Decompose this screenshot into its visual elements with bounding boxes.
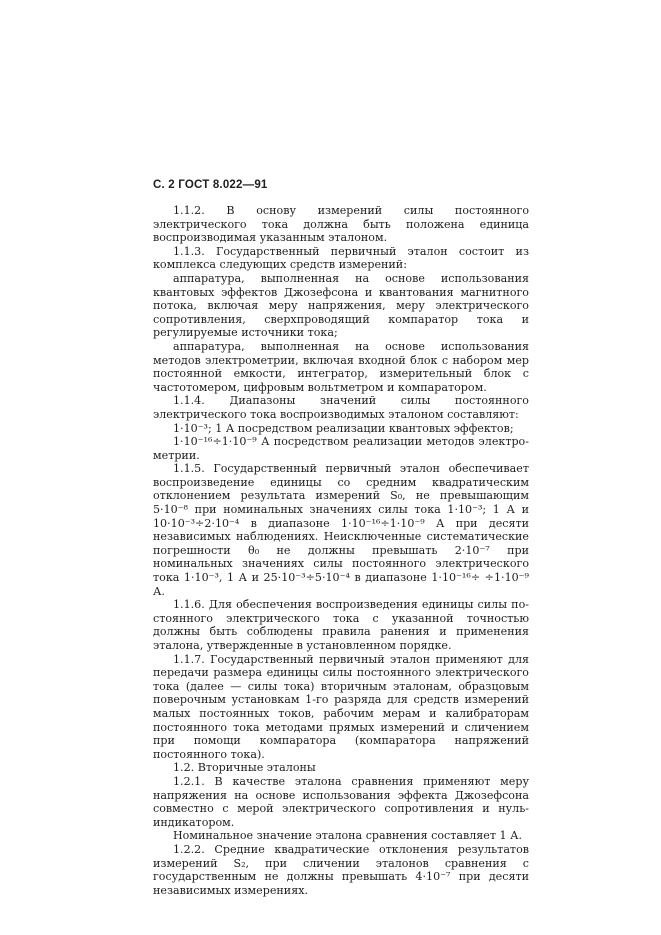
document-body — [153, 204, 529, 897]
paragraph-1-1-4: 1.1.4. Диапазоны значений силы постоянного электрического тока воспроизводимых эталоном составляют: — [153, 394, 529, 421]
paragraph-1-1-6: 1.1.6. Для обеспечения воспроизведения единицы силы постоянного электрического тока с указанной точностью должны быть соблюдены правила ранения и применения эталона, утвержденные в установленном порядке. — [153, 598, 529, 652]
paragraph-quantum-apparatus: аппаратура, выполненная на основе использования квантовых эффектов Джозефсона и квантования магнитного потока, включая меру напряжения, меру электрического сопротивления, сверхпроводящий компаратор тока и регулируемые источники тока; — [153, 271, 529, 340]
section-heading-1-2: 1.2. Вторичные эталоны — [173, 761, 316, 775]
paragraph-1-1-5: 1.1.5. Государственный первичный эталон обеспечивает воспроизведение единицы со средним квадратическим отклонением результата измерений S₀, не превышающим 5·10⁻⁸ при номинальных значениях силы тока 1·10⁻³; 1 А и 10·10⁻³÷2·10⁻⁴ в диапазоне 1·10⁻¹⁶÷1·10⁻⁹ А при десяти независимых наблюдениях. Неисключенные систематические погрешности θ₀ не должны превышать 2·10⁻⁷ при номинальных значениях силы постоянного электрического тока 1·10⁻³, 1 А и 25·10⁻³÷5·10⁻⁴ в диапазоне 1·10⁻¹⁶÷ ÷1·10⁻⁹ А. — [153, 462, 529, 598]
paragraph-range-quantum: 1·10⁻³; 1 А посредством реализации квантовых эффектов; — [173, 421, 514, 435]
paragraph-range-electrometry: 1·10⁻¹⁶÷1·10⁻⁹ А посредством реализации методов электрометрии. — [153, 435, 529, 462]
paragraph-1-1-2: 1.1.2. В основу измерений силы постоянного электрического тока должна быть положена единица воспроизводимая указанным эталоном. — [153, 204, 529, 245]
paragraph-nominal-value: Номинальное значение эталона сравнения составляет 1 А. — [173, 829, 523, 843]
paragraph-1-1-3: 1.1.3. Государственный первичный эталон состоит из комплекса следующих средств измерений: — [153, 244, 529, 272]
paragraph-electrometry-apparatus: аппаратура, выполненная на основе использования методов электрометрии, включая входной блок с набором мер постоянной емкости, интегратор, измерительный блок с частотомером, цифровым вольтметром и компаратором. — [153, 339, 529, 394]
paragraph-1-2-2: 1.2.2. Средние квадратические отклонения результатов измерений S₂, при сличении эталонов сравнения с государственным не должны превышать 4·10⁻⁷ при десяти независимых измерениях. — [153, 842, 529, 897]
paragraph-1-2-1: 1.2.1. В качестве эталона сравнения применяют меру напряжения на основе использования эффекта Джозефсона совместно с мерой электрического сопротивления и нуль-индикатором. — [153, 774, 529, 829]
page-header: С. 2 ГОСТ 8.022—91 — [153, 179, 268, 191]
paragraph-1-1-7: 1.1.7. Государственный первичный эталон применяют для передачи размера единицы силы постоянного электрического тока (далее — силы тока) вторичным эталонам, образцовым поверочным установкам 1-го разряда для средств измерений малых постоянных токов, рабочим мерам и калибраторам постоянного тока методами прямых измерений и сличением при помощи компаратора (компаратора напряжений постоянного тока). — [153, 652, 529, 761]
